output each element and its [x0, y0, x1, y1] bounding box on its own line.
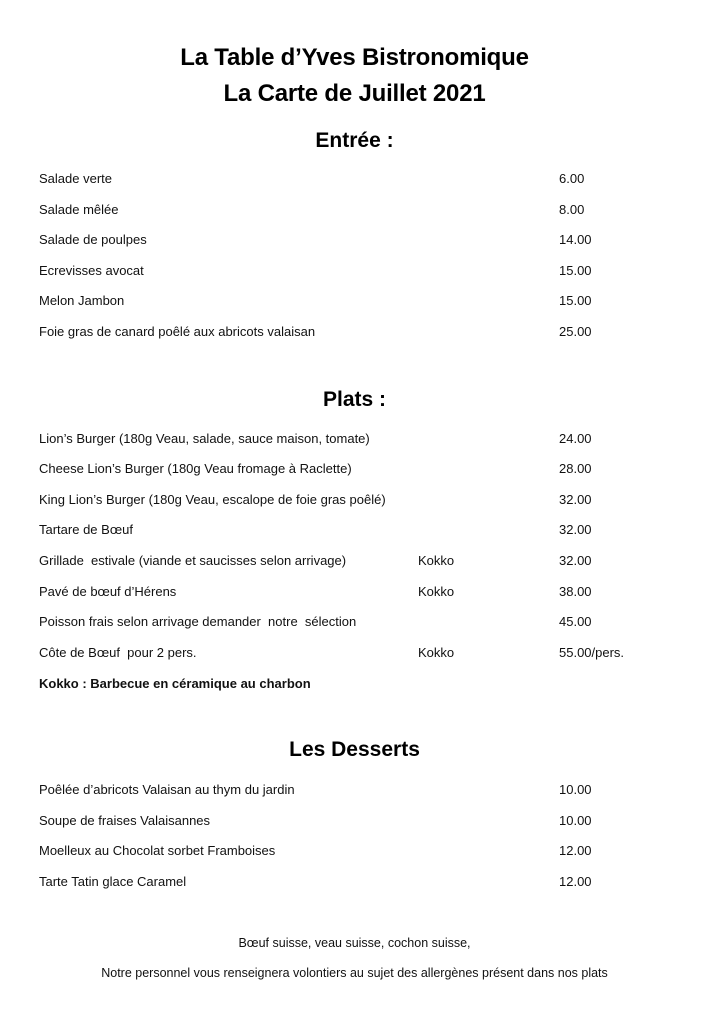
restaurant-title: La Table d’Yves Bistronomique: [180, 44, 529, 71]
item-price: 28.00: [559, 461, 592, 476]
item-price: 25.00: [559, 324, 592, 339]
item-tag: Kokko: [418, 645, 455, 660]
menu-item: [39, 811, 679, 831]
menu-item: [39, 490, 679, 510]
item-name: Soupe de fraises Valaisannes: [39, 813, 211, 828]
menu-item: [39, 429, 679, 449]
menu-item: [39, 322, 679, 342]
item-name: Poisson frais selon arrivage demander notre sélection: [39, 614, 357, 629]
item-name: Côte de Bœuf pour 2 pers.: [39, 645, 197, 660]
item-name: Salade verte: [39, 171, 112, 186]
menu-subtitle: La Carte de Juillet 2021: [223, 80, 486, 107]
item-name: Tarte Tatin glace Caramel: [39, 874, 187, 889]
menu-item: [39, 520, 679, 540]
menu-item: [39, 872, 679, 892]
item-price: 8.00: [559, 202, 585, 217]
item-name: Cheese Lion’s Burger (180g Veau fromage à Raclette): [39, 461, 352, 476]
section-title-entree: Entrée :: [315, 129, 394, 152]
item-name: Moelleux au Chocolat sorbet Framboises: [39, 843, 276, 858]
item-price: 32.00: [559, 492, 592, 507]
item-price: 12.00: [559, 843, 592, 858]
item-name: Tartare de Bœuf: [39, 522, 133, 537]
item-price: 32.00: [559, 553, 592, 568]
menu-item: [39, 780, 679, 800]
menu-item: [39, 582, 679, 602]
origin-note: Bœuf suisse, veau suisse, cochon suisse,: [238, 936, 471, 950]
menu-item: [39, 551, 679, 571]
item-price: 14.00: [559, 232, 592, 247]
menu-item: [39, 200, 679, 220]
item-name: Salade mêlée: [39, 202, 119, 217]
item-tag: Kokko: [418, 584, 455, 599]
item-price: 38.00: [559, 584, 592, 599]
item-price: 15.00: [559, 293, 592, 308]
item-price: 15.00: [559, 263, 592, 278]
menu-item: [39, 291, 679, 311]
item-price: 12.00: [559, 874, 592, 889]
item-name: Grillade estivale (viande et saucisses selon arrivage): [39, 553, 347, 568]
kokko-note: Kokko : Barbecue en céramique au charbon: [39, 676, 311, 691]
item-name: King Lion’s Burger (180g Veau, escalope de foie gras poêlé): [39, 492, 386, 507]
item-name: Pavé de bœuf d’Hérens: [39, 584, 177, 599]
item-name: Poêlée d’abricots Valaisan au thym du jardin: [39, 782, 295, 797]
item-name: Ecrevisses avocat: [39, 263, 144, 278]
item-price: 6.00: [559, 171, 585, 186]
section-title-plats: Plats :: [322, 388, 387, 411]
item-price: 32.00: [559, 522, 592, 537]
allergen-note: Notre personnel vous renseignera volontiers au sujet des allergènes présent dans nos plats: [101, 966, 608, 980]
section-title-desserts: Les Desserts: [289, 738, 420, 761]
item-price: 10.00: [559, 782, 592, 797]
menu-item: [39, 841, 679, 861]
item-price: 45.00: [559, 614, 592, 629]
item-tag: Kokko: [418, 553, 455, 568]
item-price: 24.00: [559, 431, 592, 446]
menu-item: [39, 230, 679, 250]
item-name: Salade de poulpes: [39, 232, 147, 247]
item-name: Foie gras de canard poêlé aux abricots valaisan: [39, 324, 316, 339]
menu-item: [39, 169, 679, 189]
menu-item: [39, 261, 679, 281]
item-price: 55.00/pers.: [559, 645, 625, 660]
item-name: Melon Jambon: [39, 293, 125, 308]
menu-item: [39, 612, 679, 632]
item-name: Lion’s Burger (180g Veau, salade, sauce maison, tomate): [39, 431, 370, 446]
menu-item: [39, 643, 679, 663]
item-price: 10.00: [559, 813, 592, 828]
menu-item: [39, 459, 679, 479]
